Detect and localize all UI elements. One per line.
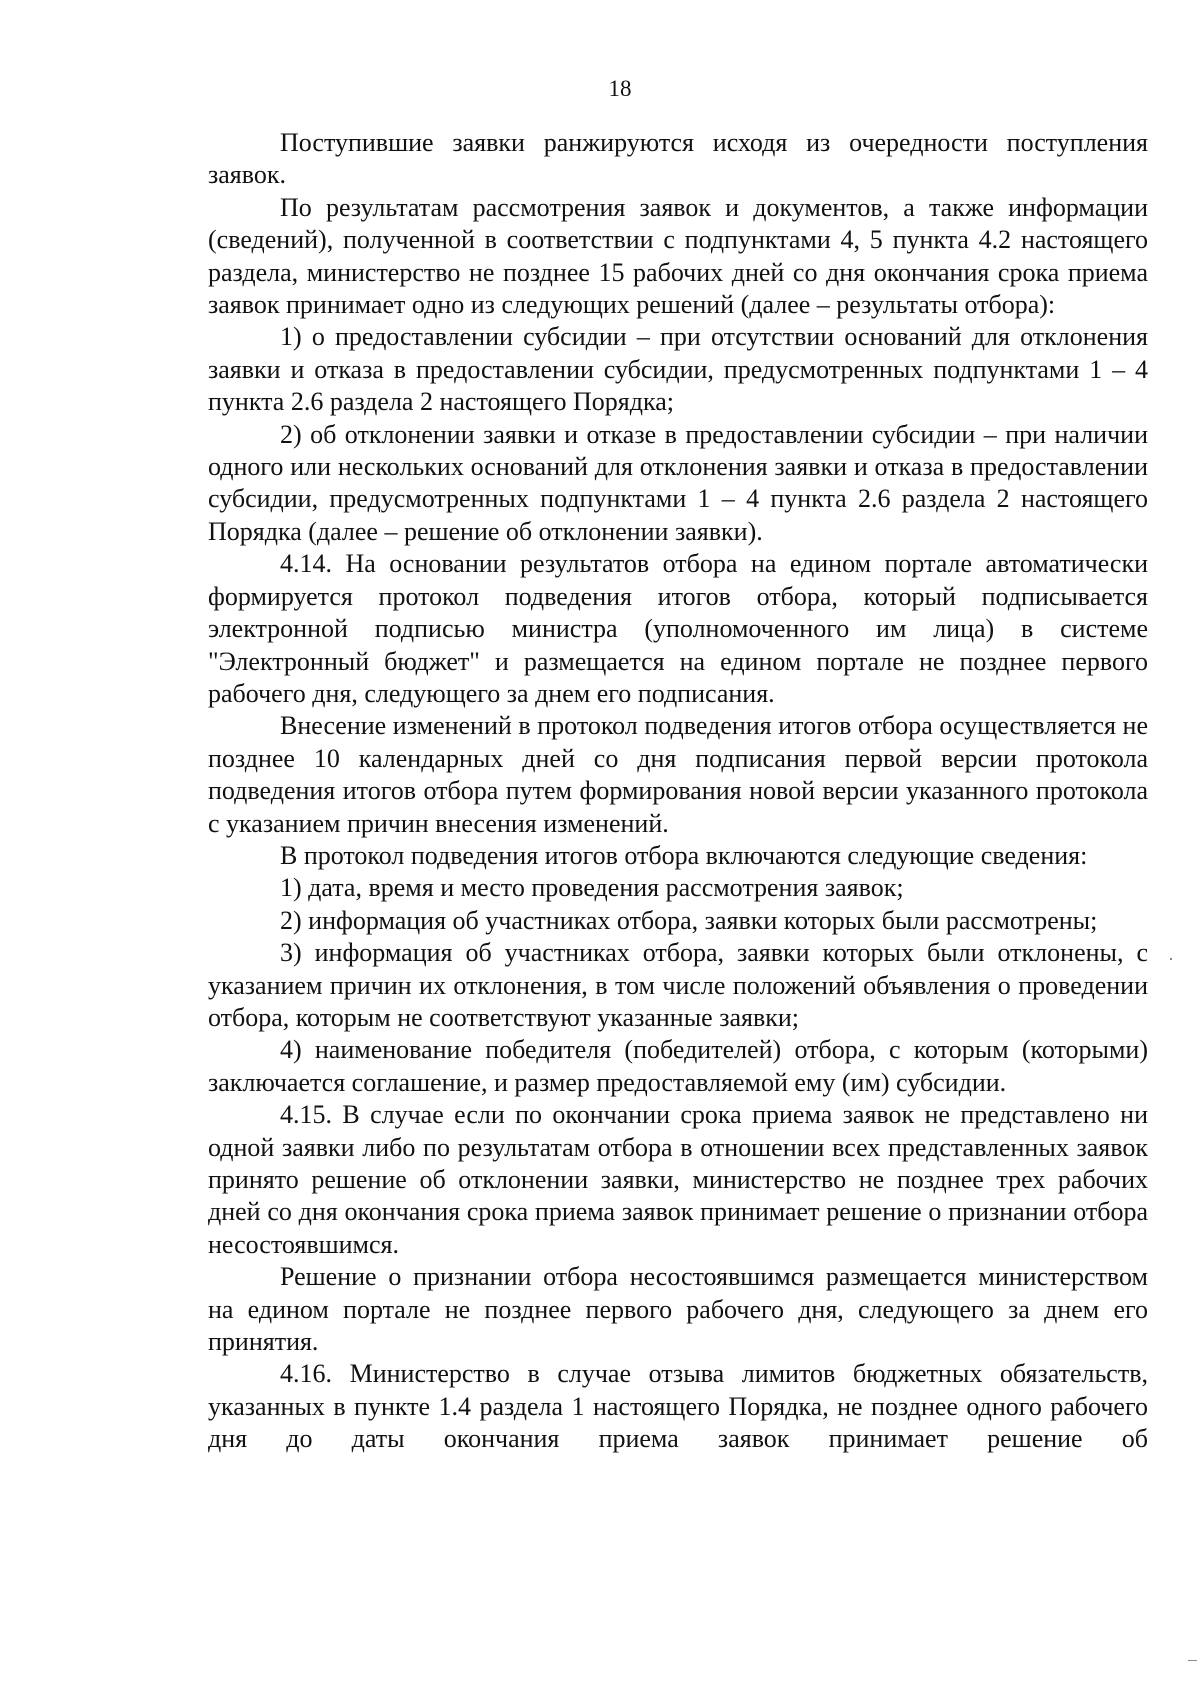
paragraph-decision-reject: 2) об отклонении заявки и отказе в предоставлении субсидии – при наличии одного или нескольких оснований для отклонения заявки и отказа в предоставлении субсидии, предусмотренных подпунктами 1 – 4 пункта 2.6 раздела 2 настоящего Порядка (далее – решение об отклонении заявки). [208, 419, 1148, 546]
paragraph-decision-grant: 1) о предоставлении субсидии – при отсутствии оснований для отклонения заявки и отказа в предоставлении субсидии, предусмотренных подпунктами 1 – 4 пункта 2.6 раздела 2 настоящего Порядка; [208, 322, 1148, 417]
list-item-rejected-participants: 3) информация об участниках отбора, заявки которых были отклонены, с указанием причин их отклонения, в том числе положений объявления о проведении отбора, которым не соответствуют указанные заявки; [208, 938, 1148, 1032]
paragraph-4-16-limits-withdrawal: 4.16. Министерство в случае отзыва лимитов бюджетных обязательств, указанных в пункте 1.4 раздела 1 настоящего Порядка, не позднее одного рабочего дня до даты окончания приема заявок принимает решение об [208, 1359, 1148, 1454]
paragraph-4-15-failed-selection: 4.15. В случае если по окончании срока приема заявок не представлено ни одной заявки либо по результатам отбора в отношении всех представленных заявок принято решение об отклонении заявки, министерство не позднее трех рабочих дней со дня окончания срока приема заявок принимает решение о признании отбора несостоявшимся. [208, 1100, 1148, 1259]
paragraph-protocol-contents: В протокол подведения итогов отбора включаются следующие сведения: [280, 840, 1088, 870]
paragraph-selection-results: По результатам рассмотрения заявок и документов, а также информации (сведений), полученной в соответствии с подпунктами 4, 5 пункта 4.2 настоящего раздела, министерство не позднее 15 рабочих дней со дня окончания срока приема заявок принимает одно из следующих решений (далее – результаты отбора): [208, 192, 1148, 320]
paragraph-4-14-protocol: 4.14. На основании результатов отбора на едином портале автоматически формируется протокол подведения итогов отбора, который подписывается электронной подписью министра (уполномоченного им лица) в системе "Электронный бюджет" и размещается на едином портале не позднее первого рабочего дня, следующего за днем его подписания. [208, 549, 1148, 708]
page-number: 18 [608, 76, 632, 101]
list-item-reviewed-participants: 2) информация об участниках отбора, заявки которых были рассмотрены; [280, 905, 1098, 935]
document-body [208, 127, 1148, 1456]
scan-artifact-dot [1170, 958, 1172, 960]
list-item-winner: 4) наименование победителя (победителей) отбора, с которым (которыми) заключается соглашение, и размер предоставляемой ему (им) субсидии. [208, 1035, 1148, 1097]
paragraph-failed-selection-publication: Решение о признании отбора несостоявшимся размещается министерством на едином портале не позднее первого рабочего дня, следующего за днем его принятия. [208, 1262, 1148, 1357]
scan-artifact-edge [1188, 1660, 1197, 1661]
list-item-review-date: 1) дата, время и место проведения рассмотрения заявок; [280, 873, 904, 903]
paragraph-applications-ranking: Поступившие заявки ранжируются исходя из очередности поступления заявок. [208, 128, 1148, 190]
paragraph-protocol-changes: Внесение изменений в протокол подведения итогов отбора осуществляется не позднее 10 календарных дней со дня подписания первой версии протокола подведения итогов отбора путем формирования новой версии указанного протокола с указанием причин внесения изменений. [208, 711, 1148, 838]
